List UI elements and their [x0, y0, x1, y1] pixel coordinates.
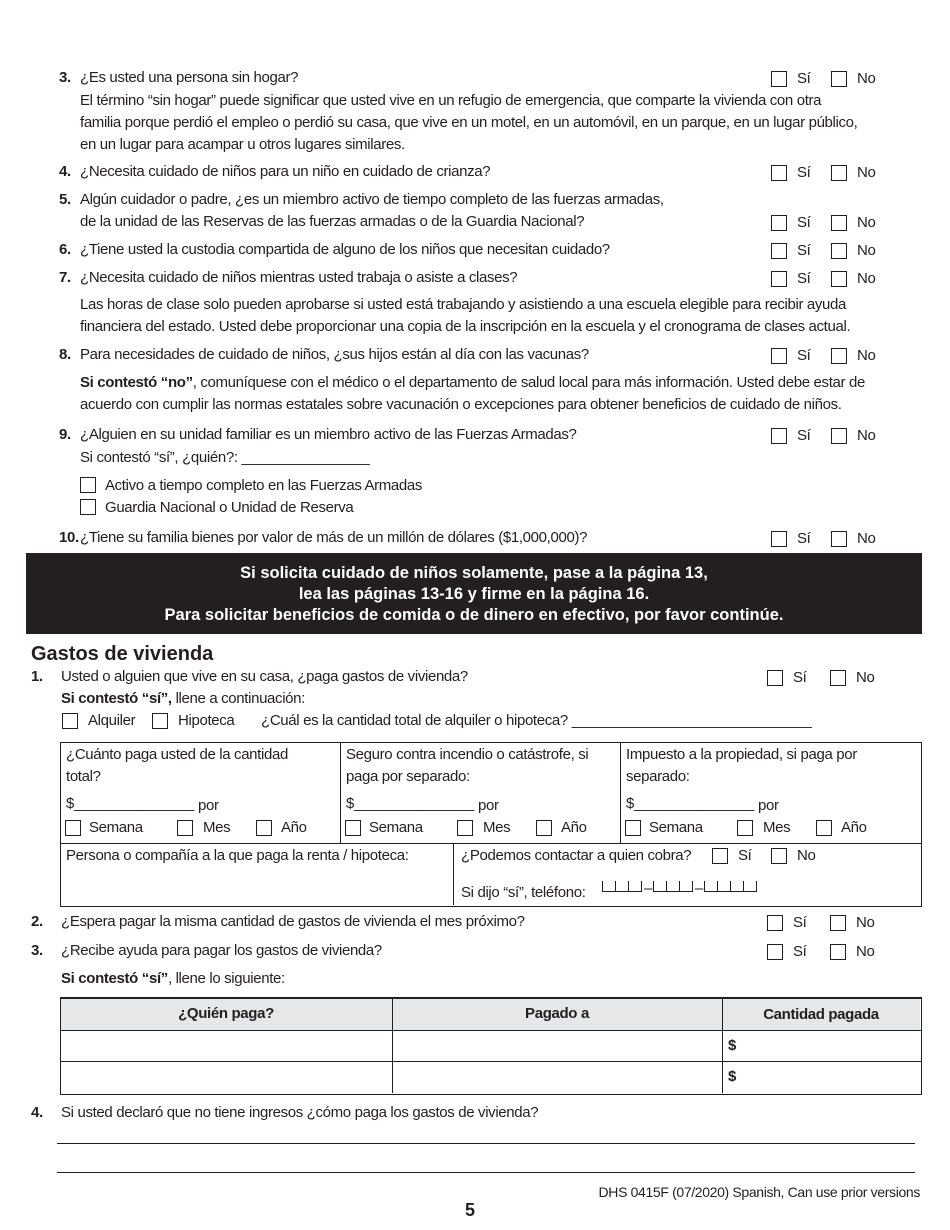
h1-if-yes	[61, 690, 305, 708]
banner-line: lea las páginas 13-16 y firme en la página 16.	[298, 585, 650, 603]
amount-field[interactable]: $_______________	[66, 795, 194, 812]
h1-no-checkbox[interactable]	[830, 670, 846, 686]
q9-who-field[interactable]: Si contestó “sí”, ¿quién?: ________________	[80, 449, 370, 466]
month-checkbox[interactable]	[737, 820, 753, 836]
h2-number: 2.	[31, 913, 43, 930]
column-label: paga por separado:	[346, 768, 470, 785]
q3-desc: familia porque perdió el empleo o perdió su casa, que vive en un motel, en un automóvil, en un parque, en un lugar público,	[80, 114, 858, 131]
q9-option-label: Guardia Nacional o Unidad de Reserva	[105, 499, 354, 516]
phone-digit-box[interactable]	[666, 881, 680, 892]
q3-no-checkbox[interactable]	[831, 71, 847, 87]
phone-box-edge	[692, 881, 693, 891]
contact-no-checkbox[interactable]	[771, 848, 787, 864]
h2-no-checkbox[interactable]	[830, 915, 846, 931]
phone-digit-box[interactable]	[679, 881, 693, 892]
week-label: Semana	[89, 819, 143, 836]
h1-yes-checkbox[interactable]	[767, 670, 783, 686]
q10-no-checkbox[interactable]	[831, 531, 847, 547]
phone-dash: –	[695, 880, 703, 897]
header-amount-paid: Cantidad pagada	[763, 1006, 879, 1023]
q4-no-label: No	[857, 164, 876, 181]
column-label: ¿Cuánto paga usted de la cantidad	[66, 746, 288, 763]
q6-number: 6.	[59, 241, 71, 258]
year-label: Año	[561, 819, 587, 836]
q6-no-label: No	[857, 242, 876, 259]
q8-note	[80, 374, 865, 392]
q5-yes-checkbox[interactable]	[771, 215, 787, 231]
q9-option-label: Activo a tiempo completo en las Fuerzas Armadas	[105, 477, 423, 494]
header-paid-to: Pagado a	[525, 1005, 589, 1022]
year-label: Año	[841, 819, 867, 836]
h3-yes-checkbox[interactable]	[767, 944, 783, 960]
q8-no-label: No	[857, 347, 876, 364]
q7-no-checkbox[interactable]	[831, 271, 847, 287]
q6-yes-label: Sí	[797, 242, 811, 259]
h3-if-yes-rest: , llene lo siguiente:	[167, 970, 285, 987]
q4-yes-label: Sí	[797, 164, 811, 181]
q9-number: 9.	[59, 426, 71, 443]
q10-no-label: No	[857, 530, 876, 547]
column-label: separado:	[626, 768, 690, 785]
h4-text: Si usted declaró que no tiene ingresos ¿cómo paga los gastos de vivienda?	[61, 1104, 539, 1121]
week-checkbox[interactable]	[345, 820, 361, 836]
q7-number: 7.	[59, 269, 71, 286]
phone-digit-box[interactable]	[602, 881, 616, 892]
phone-box-edge	[641, 881, 642, 891]
h3-if-yes-bold: Si contestó “sí”	[61, 970, 168, 987]
column-label: Impuesto a la propiedad, si paga por	[626, 746, 857, 763]
q7-text: ¿Necesita cuidado de niños mientras usted trabaja o asiste a clases?	[80, 269, 518, 286]
h3-no-label: No	[856, 943, 875, 960]
q4-yes-checkbox[interactable]	[771, 165, 787, 181]
q4-number: 4.	[59, 163, 71, 180]
q5-text: Algún cuidador o padre, ¿es un miembro activo de tiempo completo de las fuerzas armadas,	[80, 191, 664, 208]
q5-text: de la unidad de las Reservas de las fuerzas armadas o de la Guardia Nacional?	[80, 213, 585, 230]
month-label: Mes	[763, 819, 791, 836]
phone-digit-box[interactable]	[653, 881, 667, 892]
q5-no-label: No	[857, 214, 876, 231]
month-label: Mes	[203, 819, 231, 836]
h2-text: ¿Espera pagar la misma cantidad de gastos de vivienda el mes próximo?	[61, 913, 525, 930]
q7-yes-label: Sí	[797, 270, 811, 287]
q7-no-label: No	[857, 270, 876, 287]
phone-label: Si dijo “sí”, teléfono:	[461, 884, 586, 901]
amount-field[interactable]: $_______________	[626, 795, 754, 812]
h3-number: 3.	[31, 942, 43, 959]
h2-yes-checkbox[interactable]	[767, 915, 783, 931]
week-label: Semana	[649, 819, 703, 836]
q9-option-guard-checkbox[interactable]	[80, 499, 96, 515]
h1-no-label: No	[856, 669, 875, 686]
q5-yes-label: Sí	[797, 214, 811, 231]
q10-number: 10.	[59, 529, 79, 546]
contact-yes-label: Sí	[738, 847, 752, 864]
phone-digit-box[interactable]	[730, 881, 744, 892]
q5-number: 5.	[59, 191, 71, 208]
q8-note-rest: , comuníquese con el médico o el departamento de salud local para más información. Usted debe estar de	[192, 374, 865, 391]
answer-line[interactable]	[57, 1143, 915, 1144]
q10-yes-checkbox[interactable]	[771, 531, 787, 547]
q3-desc: El término “sin hogar” puede significar que usted vive en un refugio de emergencia, que comparte la vivienda con otra	[80, 92, 822, 109]
phone-digit-box[interactable]	[743, 881, 757, 892]
week-checkbox[interactable]	[65, 820, 81, 836]
q6-text: ¿Tiene usted la custodia compartida de alguno de los niños que necesitan cuidado?	[80, 241, 610, 258]
contact-label: ¿Podemos contactar a quien cobra?	[461, 847, 692, 864]
answer-line[interactable]	[57, 1172, 915, 1173]
q8-text: Para necesidades de cuidado de niños, ¿sus hijos están al día con las vacunas?	[80, 346, 589, 363]
q3-text: ¿Es usted una persona sin hogar?	[80, 69, 299, 86]
h3-no-checkbox[interactable]	[830, 944, 846, 960]
page-number: 5	[465, 1200, 475, 1220]
amount-field[interactable]: $_______________	[346, 795, 474, 812]
month-label: Mes	[483, 819, 511, 836]
h1-if-yes-rest: llene a continuación:	[171, 690, 305, 707]
column-label: Seguro contra incendio o catástrofe, si	[346, 746, 589, 763]
q9-text: ¿Alguien en su unidad familiar es un miembro activo de las Fuerzas Armadas?	[80, 426, 577, 443]
phone-digit-box[interactable]	[615, 881, 629, 892]
year-checkbox[interactable]	[536, 820, 552, 836]
h3-if-yes	[61, 970, 285, 988]
q3-no-label: No	[857, 70, 876, 87]
q4-no-checkbox[interactable]	[831, 165, 847, 181]
month-checkbox[interactable]	[457, 820, 473, 836]
total-amount-field[interactable]: ¿Cuál es la cantidad total de alquiler o hipoteca? ______________________________	[261, 712, 812, 729]
q8-yes-label: Sí	[797, 347, 811, 364]
mortgage-checkbox[interactable]	[152, 713, 168, 729]
per-label: por	[198, 797, 219, 814]
form-id: DHS 0415F (07/2020) Spanish, Can use prior versions	[598, 1184, 920, 1200]
phone-digit-box[interactable]	[717, 881, 731, 892]
month-checkbox[interactable]	[177, 820, 193, 836]
per-label: por	[478, 797, 499, 814]
q5-no-checkbox[interactable]	[831, 215, 847, 231]
h1-text: Usted o alguien que vive en su casa, ¿paga gastos de vivienda?	[61, 668, 468, 685]
phone-dash: –	[644, 880, 652, 897]
h4-number: 4.	[31, 1104, 43, 1121]
q8-no-checkbox[interactable]	[831, 348, 847, 364]
banner-line: Para solicitar beneficios de comida o de dinero en efectivo, por favor continúe.	[164, 606, 784, 624]
q3-number: 3.	[59, 69, 71, 86]
h1-number: 1.	[31, 668, 43, 685]
payee-label: Persona o compañía a la que paga la renta / hipoteca:	[66, 847, 409, 864]
contact-yes-checkbox[interactable]	[712, 848, 728, 864]
mortgage-label: Hipoteca	[178, 712, 235, 729]
q3-yes-label: Sí	[797, 70, 811, 87]
h2-no-label: No	[856, 914, 875, 931]
q8-note-bold: Si contestó “no”	[80, 374, 193, 391]
h2-yes-label: Sí	[793, 914, 807, 931]
instruction-banner	[26, 553, 922, 634]
q7-note: financiera del estado. Usted debe proporcionar una copia de la inscripción en la escuela y el cronograma de clases actual.	[80, 318, 851, 335]
q10-yes-label: Sí	[797, 530, 811, 547]
h1-yes-label: Sí	[793, 669, 807, 686]
year-checkbox[interactable]	[256, 820, 272, 836]
q9-no-label: No	[857, 427, 876, 444]
banner-line: Si solicita cuidado de niños solamente, pase a la página 13,	[240, 564, 708, 582]
q9-yes-label: Sí	[797, 427, 811, 444]
rent-label: Alquiler	[88, 712, 136, 729]
year-checkbox[interactable]	[816, 820, 832, 836]
week-label: Semana	[369, 819, 423, 836]
q10-text: ¿Tiene su familia bienes por valor de más de un millón de dólares ($1,000,000)?	[80, 529, 588, 546]
q7-yes-checkbox[interactable]	[771, 271, 787, 287]
section-title: Gastos de vivienda	[31, 643, 214, 665]
q9-yes-checkbox[interactable]	[771, 428, 787, 444]
h3-text: ¿Recibe ayuda para pagar los gastos de vivienda?	[61, 942, 382, 959]
rent-checkbox[interactable]	[62, 713, 78, 729]
header-who-pays: ¿Quién paga?	[178, 1005, 274, 1022]
h3-yes-label: Sí	[793, 943, 807, 960]
amount-cell[interactable]: $	[728, 1068, 736, 1085]
q6-no-checkbox[interactable]	[831, 243, 847, 259]
q9-option-active-checkbox[interactable]	[80, 477, 96, 493]
q8-number: 8.	[59, 346, 71, 363]
q3-yes-checkbox[interactable]	[771, 71, 787, 87]
phone-digit-box[interactable]	[704, 881, 718, 892]
phone-box-edge	[756, 881, 757, 891]
year-label: Año	[281, 819, 307, 836]
q8-yes-checkbox[interactable]	[771, 348, 787, 364]
q4-text: ¿Necesita cuidado de niños para un niño en cuidado de crianza?	[80, 163, 491, 180]
q3-desc: en un lugar para acampar u otros lugares similares.	[80, 136, 405, 153]
q7-note: Las horas de clase solo pueden aprobarse si usted está trabajando y asistiendo a una escuela elegible para recibir ayuda	[80, 296, 847, 313]
week-checkbox[interactable]	[625, 820, 641, 836]
contact-no-label: No	[797, 847, 816, 864]
h1-if-yes-bold: Si contestó “sí”,	[61, 690, 172, 707]
q6-yes-checkbox[interactable]	[771, 243, 787, 259]
column-label: total?	[66, 768, 101, 785]
q8-note: acuerdo con cumplir las normas estatales sobre vacunación o excepciones para obtener beneficios de cuidado de niños.	[80, 396, 842, 413]
per-label: por	[758, 797, 779, 814]
q9-no-checkbox[interactable]	[831, 428, 847, 444]
phone-digit-box[interactable]	[628, 881, 642, 892]
amount-cell[interactable]: $	[728, 1037, 736, 1054]
